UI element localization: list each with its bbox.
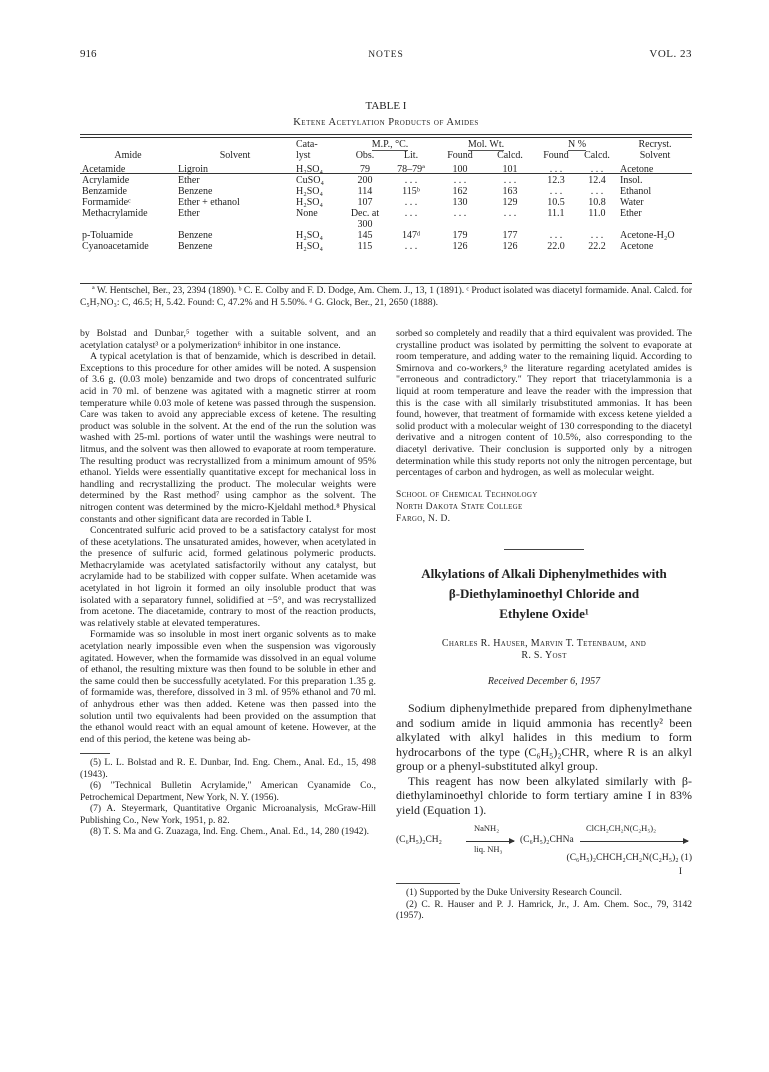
- table-cell-n-calcd: [576, 219, 618, 230]
- volume-label: VOL. 23: [649, 48, 692, 60]
- table-cell-lit: 147ᵈ: [401, 230, 421, 241]
- table-cell-recryst: Insol.: [620, 175, 643, 186]
- column-header-found: Found: [447, 150, 473, 161]
- table-cell-n-found: 22.0: [547, 241, 565, 252]
- affiliation-line: School of Chemical Technology: [396, 489, 538, 500]
- table-cell-recryst: Acetone: [620, 241, 654, 252]
- table-cell-lit: [386, 219, 436, 230]
- column-header-amide: Amide: [114, 150, 142, 161]
- table-cell-n-found: 10.5: [547, 197, 565, 208]
- table-cell-solvent: Benzene: [178, 186, 213, 197]
- table-cell-found: 162: [452, 186, 468, 197]
- table-cell-found: . . .: [453, 175, 467, 186]
- table-cell-catalyst: CuSO₄: [296, 175, 324, 186]
- table-cell-amide: Acrylamide: [82, 175, 130, 186]
- column-header-catalyst: Cata-: [296, 139, 318, 150]
- table-cell-recryst: Water: [620, 197, 644, 208]
- table-cell-catalyst: [294, 219, 344, 230]
- table-cell-solvent: Ligroin: [178, 164, 208, 175]
- table-cell-amide: p-Toluamide: [82, 230, 133, 241]
- table-cell-solvent: Ether: [178, 208, 200, 219]
- received-date: Received December 6, 1957: [487, 675, 601, 687]
- table-cell-n-found: . . .: [549, 164, 563, 175]
- article-title: [396, 564, 692, 624]
- table-cell-amide: Formamideᶜ: [82, 197, 131, 208]
- table-cell-lit: 115ᵇ: [402, 186, 420, 197]
- table-cell-solvent: Ether + ethanol: [178, 197, 240, 208]
- reaction-arrow-icon: [580, 841, 688, 842]
- table-cell-recryst: [618, 219, 692, 230]
- table-cell-amide: Methacrylamide: [82, 208, 148, 219]
- affiliation: [396, 489, 692, 525]
- table-cell-recryst: Ether: [620, 208, 642, 219]
- table-cell-obs: 145: [357, 230, 373, 241]
- table-cell-found: 126: [452, 241, 468, 252]
- table-cell-solvent: [176, 219, 294, 230]
- reference-item: (5) L. L. Bolstad and R. E. Dunbar, Ind. Eng. Chem., Anal. Ed., 15, 498 (1943).: [80, 758, 376, 780]
- table-cell-n-calcd: . . .: [590, 164, 604, 175]
- footnote-separator: [80, 753, 110, 754]
- equation-reagent-below: liq. NH₃: [474, 844, 503, 855]
- right-column: [396, 328, 692, 923]
- table-header-row-1: [80, 139, 692, 150]
- table-cell-obs: 115: [357, 241, 373, 252]
- table-caption: Ketene Acetylation Products of Amides: [293, 117, 479, 128]
- table-cell-calcd: . . .: [503, 175, 517, 186]
- table-cell-n-calcd: 10.8: [588, 197, 606, 208]
- table-cell-solvent: Ether: [178, 175, 200, 186]
- reference-item: (1) Supported by the Duke University Research Council.: [406, 888, 622, 899]
- table-cell-n-calcd: 12.4: [588, 175, 606, 186]
- article-authors: [396, 638, 692, 662]
- table-cell-calcd: 129: [502, 197, 518, 208]
- table-top-rule-inner: [80, 137, 692, 138]
- equation-reagent-above: NaNH₂: [474, 823, 500, 834]
- table-row: [80, 186, 692, 197]
- column-header-calcd: Calcd.: [497, 150, 523, 161]
- column-header-obs: Obs.: [355, 150, 375, 161]
- table-cell-lit: . . .: [404, 241, 418, 252]
- equation-product: (C₆H₅)₂CHCH₂CH₂N(C₂H₅)₂ (1): [566, 853, 692, 864]
- table-cell-recryst: Acetone: [620, 164, 654, 175]
- column-header-recryst-2: Solvent: [639, 150, 671, 161]
- table-cell-lit: 78–79ª: [397, 164, 425, 175]
- group-header-mp: M.P., °C.: [371, 139, 409, 150]
- table-cell-calcd: . . .: [503, 208, 517, 219]
- authors-line: Charles R. Hauser, Marvin T. Tetenbaum, and: [441, 637, 647, 649]
- article-body-paragraph: This reagent has now been alkylated similarly with β-diethylaminoethyl chloride to form tertiary amine I in 83% yield (Equation 1).: [396, 773, 692, 817]
- table-row: [80, 230, 692, 241]
- table-cell-found: 179: [452, 230, 468, 241]
- table-cell-n-calcd: 22.2: [588, 241, 606, 252]
- table-cell-solvent: Benzene: [178, 230, 213, 241]
- table-cell-n-found: 12.3: [547, 175, 565, 186]
- article-body-paragraph: Sodium diphenylmethide prepared from diphenylmethane and sodium amide in liquid ammonia has recently² been alkylated with alkyl halides in this medium to form hydrocarbons of the type (C₆H₅)₂CHR, where R is an alkyl group or a phenyl-substituted alkyl group.: [396, 701, 692, 774]
- page-header: [80, 48, 692, 64]
- table-cell-calcd: 177: [502, 230, 518, 241]
- table-cell-n-found: . . .: [549, 230, 563, 241]
- table-cell-catalyst: H₂SO₄: [296, 197, 323, 208]
- page-number: 916: [80, 48, 97, 60]
- table-cell-n-calcd: 11.0: [588, 208, 606, 219]
- table-cell-solvent: Benzene: [178, 241, 213, 252]
- column-header-solvent: Solvent: [219, 150, 251, 161]
- table-row: [80, 219, 692, 230]
- table-header-row-2: [80, 150, 692, 161]
- column-header-n-found: Found: [543, 150, 569, 161]
- table-body: [80, 161, 692, 252]
- reference-item: (2) C. R. Hauser and P. J. Hamrick, Jr., J. Am. Chem. Soc., 79, 3142 (1957).: [396, 899, 692, 922]
- authors-line: R. S. Yost: [521, 649, 567, 661]
- reaction-arrow-icon: [466, 841, 514, 842]
- right-references: [396, 888, 692, 923]
- table-cell-obs: 107: [357, 197, 373, 208]
- column-header-n-calcd: Calcd.: [584, 150, 610, 161]
- data-table: [80, 139, 692, 252]
- table-row: [80, 241, 692, 252]
- table-cell-recryst: Acetone-H₂O: [620, 230, 675, 241]
- table-cell-catalyst: H₂SO₄: [296, 230, 323, 241]
- article-title-line: Ethylene Oxide¹: [499, 605, 589, 621]
- table-cell-found: [436, 219, 484, 230]
- article-separator: [504, 549, 584, 550]
- table-footnotes: ª W. Hentschel, Ber., 23, 2394 (1890). ᵇ C. E. Colby and F. D. Dodge, Am. Chem. J., 13, 1 (1891). ᶜ Product isolated was diacetyl formamide. Anal. Calcd. for C₅H₇NO₃: C, 46.5; H, 5.42. Found: C, 47.2% and H 5.50%. ᵈ G. Glock, Ber., 21, 2650 (1888).: [80, 286, 692, 308]
- body-paragraph: sorbed so completely and readily that a third equivalent was provided. The crystalline product was isolated by permitting the solvent to evaporate at room temperature, and adding water to the remaining liquid. According to Smirnova and co-workers,⁹ the literature regarding acetylated amides is "erroneous and contradictory." They report that triacetylammonia is a liquid at room temperature and leave the reader with the impression that this is the case with all similarly trisubstituted ammonias. It has been found, however, that treatment of formamide with excess ketene yielded a solid product with a molecular weight of 130 corresponding to the diacetyl derivative and a nitrogen content of 10.5%, also corresponding to the diacetyl derivative. Their conclusion is supported only by a nitrogen determination while this study reports not only the nitrogen percentage, but percentages of carbon and hydrogen, as well as molecular weight.: [396, 328, 692, 479]
- equation-intermediate: (C₆H₅)₂CHNa: [520, 835, 574, 846]
- table-cell-obs: 114: [357, 186, 373, 197]
- table-cell-calcd: 101: [502, 164, 518, 175]
- affiliation-line: North Dakota State College: [396, 501, 523, 512]
- table-cell-catalyst: H₂SO₄: [296, 241, 323, 252]
- left-references: [80, 758, 376, 839]
- table-cell-n-calcd: . . .: [590, 230, 604, 241]
- running-title: NOTES: [368, 50, 404, 60]
- body-paragraph: Formamide was so insoluble in most inert organic solvents as to make acetylation nearly impossible even when the suspension was vigorously agitated. However, when the formamide was dissolved in an equal volume of ethanol, the resulting mixture was then found to be soluble in ether and the same could then be successfully acetylated. For this preparation 1.35 g. of formamide was, therefore, dissolved in 3 ml. of 95% ethanol and 70 ml. of anhydrous ether was then added. Ketene was then passed into the solution until two equivalents had been provided on the assumption that the ethanol would react with an equal amount of ketene. However, at the end of this period, the ketene was being ab-: [80, 629, 376, 745]
- table-cell-n-found: [536, 219, 576, 230]
- affiliation-line: Fargo, N. D.: [396, 513, 451, 524]
- footnote-separator: [396, 883, 460, 884]
- table-cell-n-found: 11.1: [547, 208, 565, 219]
- table-cell-found: . . .: [453, 208, 467, 219]
- table-cell-n-calcd: . . .: [590, 186, 604, 197]
- table-cell-catalyst: None: [296, 208, 318, 219]
- table-cell-found: 100: [452, 164, 468, 175]
- table-cell-n-found: . . .: [549, 186, 563, 197]
- table-row: [80, 175, 692, 186]
- table-row: [80, 208, 692, 219]
- left-column: [80, 328, 376, 839]
- table-cell-lit: . . .: [404, 175, 418, 186]
- column-header-recryst: Recryst.: [638, 139, 672, 150]
- table-row: [80, 197, 692, 208]
- reference-item: (7) A. Steyermark, Quantitative Organic Microanalysis, McGraw-Hill Publishing Co., New York, 1951, p. 82.: [80, 804, 376, 826]
- table-cell-obs: 79: [360, 164, 370, 175]
- column-header-catalyst-2: lyst: [296, 150, 311, 161]
- table-cell-catalyst: H₂SO₄: [296, 164, 323, 175]
- table-cell-amide: Cyanoacetamide: [82, 241, 149, 252]
- table-top-rule: [80, 134, 692, 135]
- table-cell-found: 130: [452, 197, 468, 208]
- compound-label: I: [678, 867, 682, 878]
- column-header-lit: Lit.: [403, 150, 419, 161]
- body-paragraph: A typical acetylation is that of benzamide, which is described in detail. Exceptions to this procedure for other amides will be noted. A suspension of 3.6 g. (0.03 mole) benzamide and two drops of concentrated sulfuric acid in 70 ml. of benzene was agitated with a magnetic stirrer at room temperature while 0.03 mole of ketene was passed through the suspension. Care was taken to avoid any appreciable excess of ketene. The resulting product was soluble in the solvent. At the end of the run the solution was washed with 25-ml. portions of water until the washings were neutral to litmus, and the solvent was then allowed to evaporate at room temperature. The resulting product was recrystallized from a minimum amount of 95% ethanol. Yields were essentially quantitative except for mechanical loss in handling and recrystallizing the product. The molecular weights were determined by the Rast method⁷ using camphor as the solvent. The nitrogen content was determined by the micro-Kjeldahl method.⁸ Physical constants and other significant data are recorded in Table I.: [80, 351, 376, 525]
- table-cell-obs: Dec. at: [350, 208, 380, 219]
- group-header-n-percent: N %: [567, 139, 587, 150]
- reaction-equation: [396, 823, 692, 878]
- table-cell-catalyst: H₂SO₄: [296, 186, 323, 197]
- table-cell-amide: [80, 219, 176, 230]
- reference-item: (6) "Technical Bulletin Acrylamide," American Cyanamide Co., Petrochemical Department, New York, N. Y. (1956).: [80, 781, 376, 803]
- reference-item: (8) T. S. Ma and G. Zuazaga, Ind. Eng. Chem., Anal. Ed., 14, 280 (1942).: [90, 827, 370, 838]
- body-paragraph: by Bolstad and Dunbar,⁵ together with a suitable solvent, and an acetylation catalyst³ or a polymerization⁶ inhibitor in one instance.: [80, 328, 376, 351]
- table-cell-lit: . . .: [404, 208, 418, 219]
- table-cell-calcd: [484, 219, 536, 230]
- table-cell-amide: Acetamide: [82, 164, 126, 175]
- table-cell-recryst: Ethanol: [620, 186, 652, 197]
- body-paragraph: Concentrated sulfuric acid proved to be a satisfactory catalyst for most of these acetylations. The unsaturated amides, however, when acetylated in the presence of sulfuric acid, formed gelatinous polymeric products. Methacrylamide was acetylated satisfactorily without any catalyst, but acrylamide had to be stabilized with copper sulfate. When acetamide was acetylated in hot ligroin it formed an oily insoluble product that was isolated with a separatory funnel, solidified at −5°, and was recrystallized from acetone. The diacetamide, contrary to most of the reaction products, was relatively stable at elevated temperatures.: [80, 525, 376, 629]
- article-title-line: β-Diethylaminoethyl Chloride and: [448, 585, 640, 601]
- table-cell-calcd: 163: [502, 186, 518, 197]
- table-cell-obs: 200: [357, 175, 373, 186]
- table-cell-lit: . . .: [404, 197, 418, 208]
- equation-reactant: (C₆H₅)₂CH₂: [396, 835, 442, 846]
- equation-reagent2-above: ClCH₂CH₂N(C₂H₅)₂: [586, 823, 657, 834]
- table-title: TABLE I: [365, 100, 407, 112]
- table-header-rule: [80, 173, 692, 174]
- article-title-line: Alkylations of Alkali Diphenylmethides with: [421, 565, 667, 581]
- table-cell-obs: 300: [357, 219, 373, 230]
- group-header-mol-wt: Mol. Wt.: [467, 139, 505, 150]
- table-bottom-rule: [80, 283, 692, 284]
- table-cell-calcd: 126: [502, 241, 518, 252]
- table-cell-amide: Benzamide: [82, 186, 127, 197]
